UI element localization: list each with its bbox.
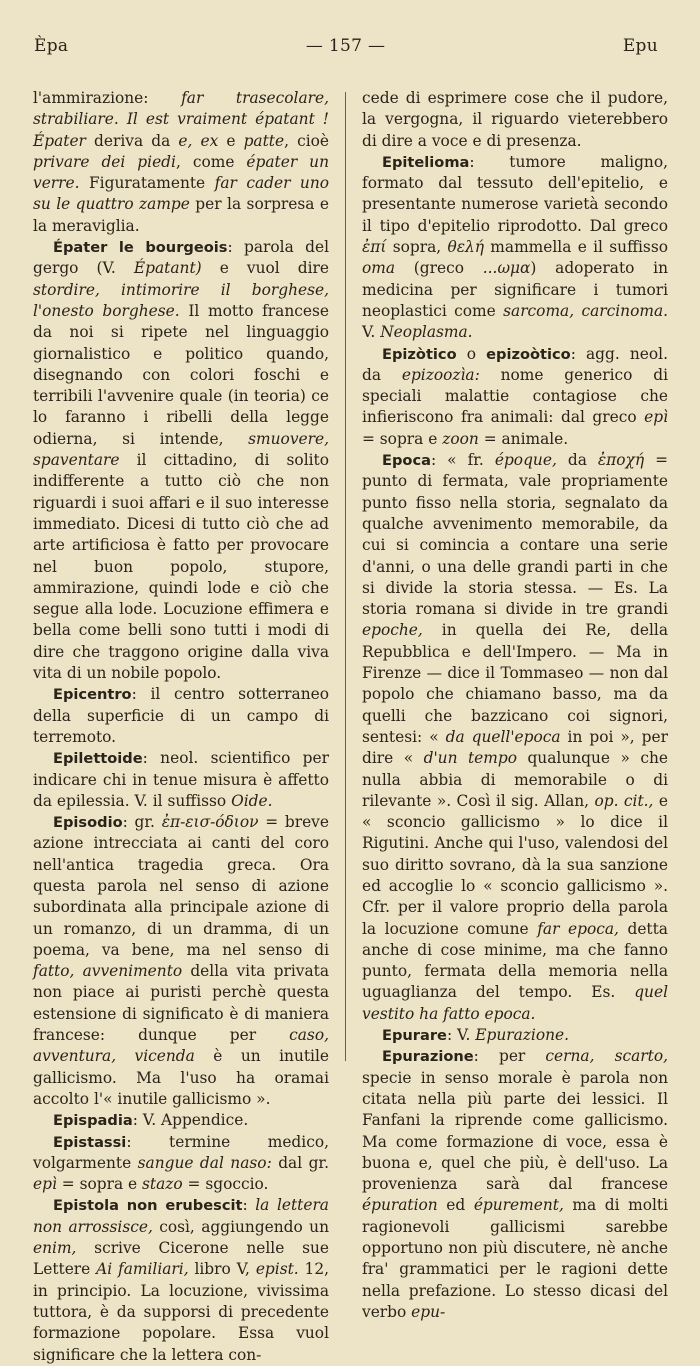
- italic-text: sangue dal naso:: [137, 1153, 272, 1172]
- entry-text: libro V,: [188, 1260, 256, 1279]
- italic-text: Epurazione.: [475, 1026, 569, 1045]
- italic-text: d'un tempo: [423, 749, 517, 768]
- entry-text: scrive Cicerone nelle sue Lettere: [33, 1239, 329, 1279]
- entry-text: e « sconcio gallicismo » lo dice il Rigutini. Anche qui l'uso, valendosi del suo diritto sovrano, dà la sua sanzione ed accoglie lo « sconcio gallicismo ». Cfr. per il valore proprio della parola la locuzione comune: [362, 791, 668, 938]
- italic-text: epist.: [255, 1260, 299, 1279]
- dictionary-entry: [362, 1046, 668, 1323]
- italic-text: da quell'epoca: [445, 727, 561, 746]
- entry-text: mammella e il suffisso: [484, 238, 668, 257]
- italic-text: ἐποχή: [597, 451, 645, 470]
- entry-text: : per: [473, 1047, 546, 1066]
- italic-text: fatto, avvenimento: [33, 962, 183, 981]
- italic-text: Neoplasma.: [380, 323, 473, 342]
- page-number: — 157 —: [305, 36, 386, 56]
- italic-text: ...ωμα: [482, 259, 531, 278]
- entry-text: : V. Appendice.: [132, 1111, 249, 1130]
- entry-continuation: [362, 88, 668, 152]
- entry-text: : gr.: [122, 813, 162, 832]
- dictionary-entry: [33, 1132, 329, 1196]
- italic-text: epì: [33, 1175, 57, 1194]
- entry-text: ) adoperato in medicina per significare i tumori neoplastici come: [362, 259, 668, 320]
- entry-text: Figuratamente: [79, 174, 215, 193]
- italic-text: sarcoma, carcinoma.: [503, 301, 669, 320]
- italic-text: zoon: [442, 429, 479, 448]
- italic-text: Oide.: [231, 791, 273, 810]
- entry-text: : agg. neol. da: [362, 344, 668, 384]
- italic-text: épuration: [362, 1196, 438, 1215]
- italic-text: Épatant): [133, 259, 202, 278]
- entry-text: così, aggiungendo un: [152, 1217, 329, 1236]
- entry-text: per la sorpresa e la meraviglia.: [33, 195, 329, 235]
- headword: Epistassi: [53, 1133, 127, 1151]
- entry-text: , come: [175, 152, 247, 171]
- italic-text: smuovere, spaventare: [33, 429, 329, 470]
- entry-text: il cittadino, di solito indifferente a tutto ciò che non riguardi i suoi affari e il suo interesse immediato. Dicesi di tutto ciò che ad arte artificiosa è fatto per provocare nel buon popolo, stupore, ammirazione, quindi lode e ciò che segue alla lode. Locuzione effimera e bella come belli sono tutti i modi di dire che traggono origine dalla viva vita di un nobile popolo.: [33, 451, 329, 683]
- italic-text: far trasecolare, strabiliare. Il est vraiment épatant ! Épater: [33, 89, 329, 150]
- headword: Episodio: [53, 814, 123, 832]
- entry-text: in quella dei Re, della Repubblica e dell'Impero. — Ma in Firenze — dice il Tommaseo — non dal popolo che chiamano basso, ma da quelli che bazzicano coi signori, sentesi: «: [362, 621, 668, 746]
- header-right-guideword: Epu: [622, 36, 658, 56]
- entry-text: = sopra e: [362, 429, 443, 448]
- dictionary-entry: [362, 152, 668, 344]
- entry-text: (greco: [395, 259, 483, 278]
- headword: Epistola non erubescit: [53, 1197, 243, 1215]
- header-left-guideword: Èpa: [34, 36, 69, 56]
- entry-text: Il motto francese da noi si ripete nel linguaggio giornalistico e politico quando, disegnando con colori foschi e terribili l'avvenire quale (in teoria) ce lo faranno i ribelli della legge odierna, si intende,: [33, 301, 329, 448]
- entry-text: cede di esprimere cose che il pudore, la vergogna, il riguardo vieterebbero di dire a voce e di presenza.: [362, 89, 668, 150]
- italic-text: la lettera non arrossisce,: [33, 1196, 329, 1236]
- entry-text: detta anche di cose minime, ma che fanno punto, fermata della memoria nella uguaglianza del tempo. Es.: [362, 919, 668, 1002]
- entry-text: : termine medico, volgarmente: [33, 1132, 329, 1172]
- headword: Epoca: [382, 452, 431, 470]
- italic-text: op. cit.,: [594, 791, 654, 810]
- entry-text: della vita privata non piace ai puristi perchè questa estensione di significato è di maniera francese: dunque per: [33, 962, 329, 1045]
- italic-text: θελή: [447, 238, 484, 257]
- italic-text: caso, avventura, vicenda: [33, 1026, 329, 1066]
- entry-text: deriva da: [85, 131, 179, 150]
- entry-text: : tumore maligno, formato dal tessuto dell'epitelio, e presentante numerose varietà secondo il tipo d'epitelio riprodotto. Dal greco: [362, 152, 668, 235]
- entry-text: = breve azione intrecciata ai canti del coro nell'antica tragedia greca. Ora questa parola nel senso di azione subordinata alla principale azione di un romanzo, di un dramma, di un poema, va bene, ma nel senso di: [33, 813, 329, 959]
- headword: Epizòtico: [382, 345, 457, 363]
- entry-text: = animale.: [478, 429, 569, 448]
- italic-text: épater un verre.: [33, 152, 329, 193]
- italic-text: far cader uno su le quattro zampe: [33, 174, 330, 214]
- italic-text: ἐπ-εισ-όδιον: [161, 813, 259, 832]
- entry-text: = sgoccio.: [182, 1175, 269, 1194]
- headword: Epilettoide: [53, 750, 143, 768]
- dictionary-entry: [33, 748, 329, 812]
- italic-text: e, ex: [178, 131, 219, 150]
- italic-text: ἐπί: [362, 238, 387, 257]
- headword: epizoòtico: [486, 345, 571, 363]
- entry-text: = sopra e: [56, 1175, 143, 1194]
- italic-text: enim,: [33, 1239, 77, 1258]
- entry-text: 12, in principio. La locuzione, vivissima tuttora, è da supporsi di precedente formazione popolare. Essa vuol significare che la lettera con-: [33, 1260, 330, 1364]
- italic-text: épurement,: [473, 1196, 564, 1215]
- dictionary-entry: [33, 812, 329, 1110]
- entry-text: l'ammirazione:: [33, 89, 182, 107]
- italic-text: epizoozìa:: [401, 365, 480, 384]
- italic-text: quel vestito ha fatto epoca.: [362, 983, 668, 1023]
- entry-text: sopra,: [386, 238, 448, 257]
- italic-text: époque,: [494, 451, 557, 470]
- left-column: [33, 88, 330, 1364]
- italic-text: oma: [362, 259, 396, 278]
- entry-text: dal gr.: [271, 1153, 329, 1172]
- entry-continuation: [33, 88, 329, 237]
- entry-text: da: [556, 451, 598, 470]
- right-column: [362, 88, 669, 1321]
- headword: Epispadia: [53, 1112, 133, 1130]
- dictionary-entry: [362, 1025, 668, 1046]
- entry-text: : il centro sotterraneo della superficie di un campo di terremoto.: [33, 685, 329, 746]
- entry-text: in poi », per dire «: [362, 727, 668, 768]
- italic-text: stordire, intimorire il borghese, l'onesto borghese.: [33, 280, 329, 320]
- italic-text: stazo: [142, 1175, 183, 1194]
- dictionary-entry: [33, 1110, 329, 1131]
- entry-text: nome generico di speciali malattie contagiose che infieriscono fra animali: dal greco: [362, 365, 668, 427]
- entry-text: = punto di fermata, vale propriamente punto fisso nella storia, segnalato da qualche avvenimento memorabile, da cui si comincia a contare una serie d'anni, o una delle grandi parti in che si divide la storia stessa. — Es. La storia romana si divide in tre grandi: [362, 451, 668, 619]
- italic-text: Ai familiari,: [96, 1260, 189, 1279]
- dictionary-entry: [33, 1195, 329, 1365]
- headword: Epicentro: [53, 686, 132, 704]
- headword: Epurare: [382, 1027, 447, 1045]
- entry-text: : V.: [446, 1026, 476, 1045]
- entry-text: e vuol dire: [201, 259, 329, 278]
- entry-text: : neol. scientifico per indicare chi in tenue misura è affetto da epilessia. V. il suffisso: [33, 749, 329, 810]
- headword: Epitelioma: [382, 153, 470, 171]
- entry-text: ed: [437, 1196, 474, 1215]
- entry-text: o: [456, 344, 487, 363]
- entry-text: specie in senso morale è parola non citata nella più parte dei lessici. Il Fanfani la riprende come gallicismo. Ma come formazione di voce, essa è buona e, quel che più, è dell'uso. La provenienza sarà dal francese: [362, 1068, 668, 1194]
- running-header: [34, 36, 658, 60]
- italic-text: cerna, scarto,: [545, 1047, 668, 1066]
- headword: Épater le bourgeois: [53, 239, 228, 257]
- entry-text: : parola del gergo (V.: [33, 238, 329, 278]
- italic-text: epì: [644, 408, 668, 427]
- entry-text: : « fr.: [430, 451, 495, 470]
- column-divider: [345, 92, 346, 1061]
- entry-text: ma di molti ragionevoli gallicismi sarebbe opportuno non più discutere, nè anche fra' grammatici per le ragioni dette nella prefazione. Lo stesso dicasi del verbo: [362, 1196, 668, 1321]
- dictionary-entry: [33, 684, 329, 748]
- entry-text: :: [242, 1196, 256, 1215]
- entry-text: , cioè: [284, 131, 329, 150]
- italic-text: epu-: [411, 1302, 446, 1321]
- italic-text: epoche,: [362, 621, 423, 640]
- entry-text: V.: [362, 323, 381, 342]
- entry-text: qualunque » che nulla abbia di memorabile o di rilevante ». Così il sig. Allan,: [362, 749, 668, 810]
- dictionary-entry: [362, 450, 668, 1025]
- dictionary-entry: [362, 344, 668, 450]
- italic-text: patte: [243, 131, 285, 150]
- dictionary-entry: [33, 237, 329, 684]
- italic-text: privare dei piedi: [33, 152, 176, 171]
- italic-text: far epoca,: [537, 919, 619, 938]
- headword: Epurazione: [382, 1048, 474, 1066]
- entry-text: è un inutile gallicismo. Ma l'uso ha oramai accolto l'« inutile gallicismo ».: [33, 1047, 329, 1108]
- entry-text: e: [218, 131, 244, 150]
